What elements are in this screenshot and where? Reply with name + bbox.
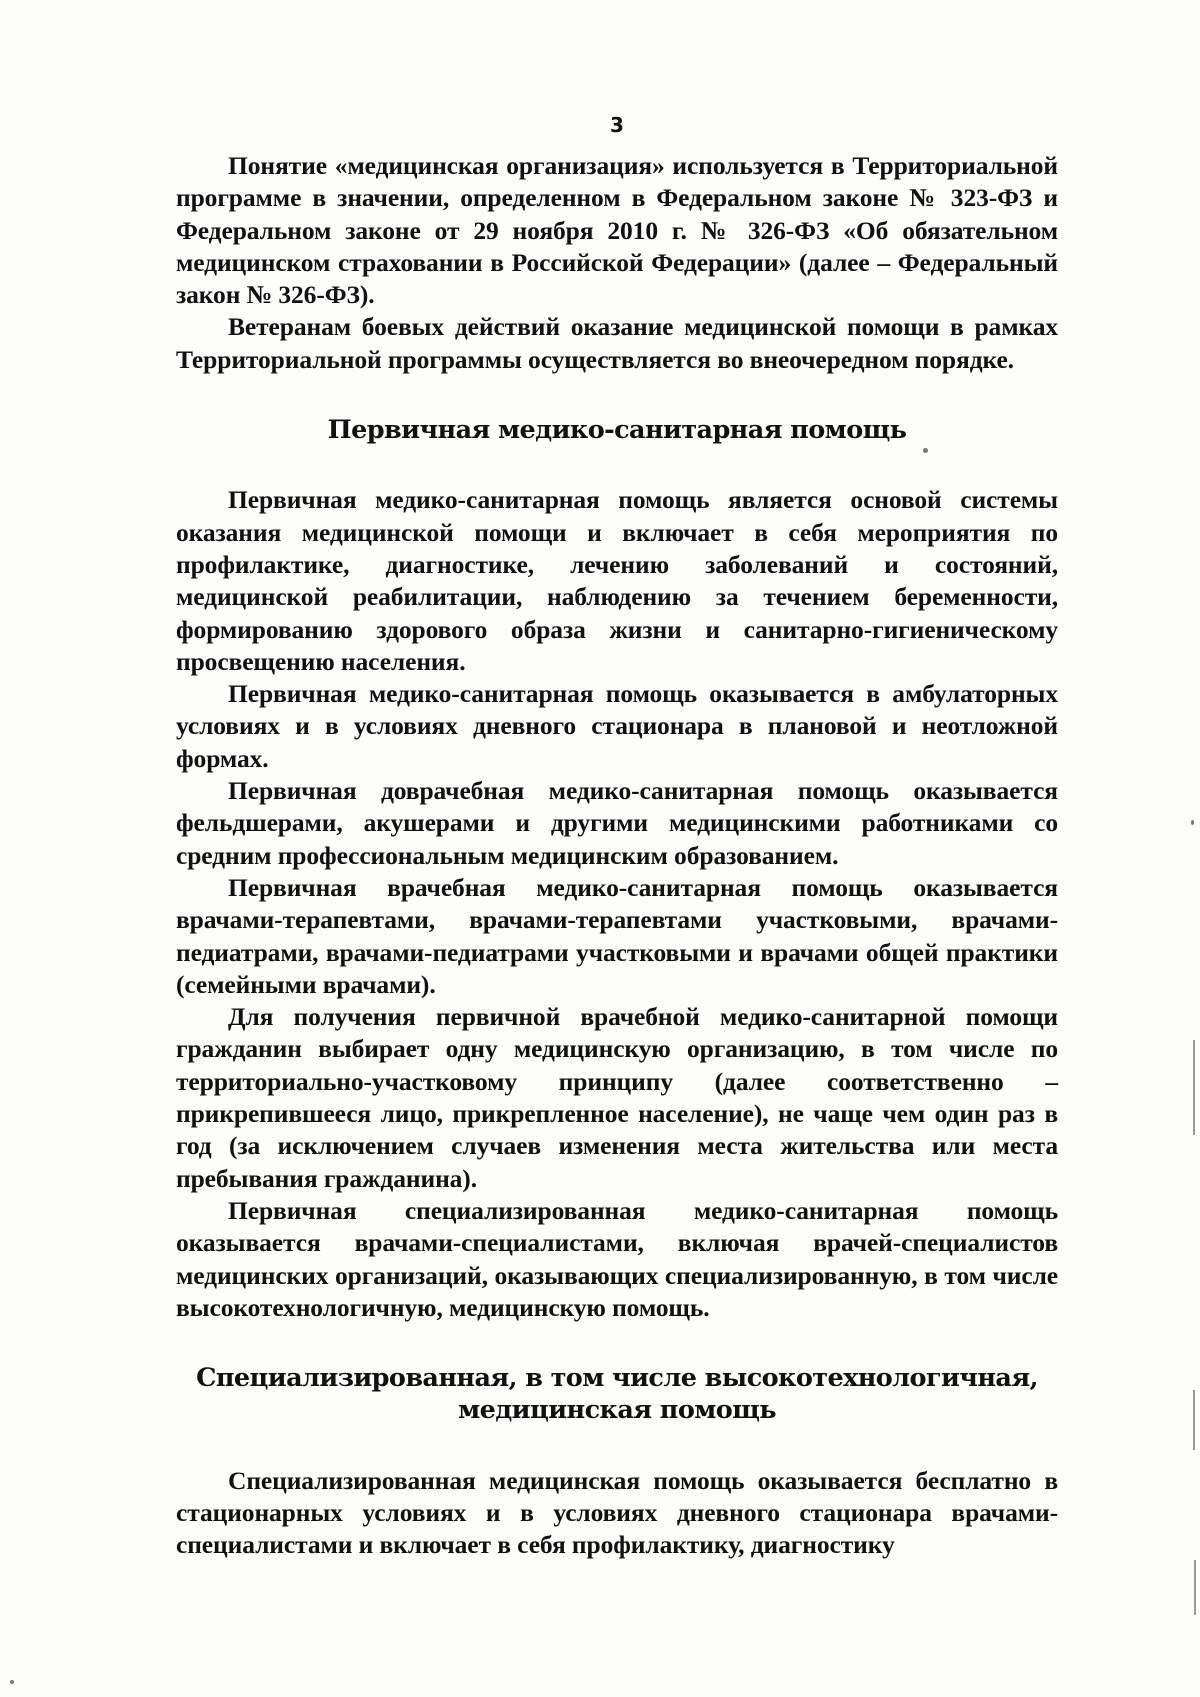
paragraph-choose-organization: Для получения первичной врачебной медико-санитарной помощи гражданин выбирает одну медицинскую организацию, в том числе по территориально-участковому принципу (далее соответственно – прикрепившееся лицо, прикрепленное население), не чаще чем один раз в год (за исключением случаев изменения места жительства или места пребывания гражданина). (176, 1002, 1058, 1193)
paragraph-veterans: Ветеранам боевых действий оказание медицинской помощи в рамках Территориальной программы осуществляется во внеочередном порядке. (176, 312, 1058, 374)
paragraph-doctor-care: Первичная врачебная медико-санитарная помощь оказывается врачами-терапевтами, врачами-терапевтами участковыми, врачами-педиатрами, врачами-педиатрами участковыми и врачами общей практики (семейными врачами). (176, 872, 1058, 999)
scan-speck (923, 448, 928, 453)
paragraph-primary-care-conditions: Первичная медико-санитарная помощь оказывается в амбулаторных условиях и в условиях дневного стационара в плановой и неотложной формах. (176, 679, 1058, 773)
section-heading-specialized-care (176, 1362, 1058, 1427)
paragraph-pre-doctor-care: Первичная доврачебная медико-санитарная помощь оказывается фельдшерами, акушерами и другими медицинскими работниками со средним профессиональным медицинским образованием. (176, 776, 1058, 870)
page-number: 3 (610, 113, 624, 137)
paragraph-medical-organization: Понятие «медицинская организация» используется в Территориальной программе в значении, определенном в Федеральном законе № 323-ФЗ и Федеральном законе от 29 ноября 2010 г. № 326-ФЗ «Об обязательном медицинском страховании в Российской Федерации» (далее – Федеральный закон № 326-ФЗ). (176, 151, 1058, 310)
spacer (176, 1324, 1058, 1362)
scan-speck (1191, 820, 1194, 825)
section-heading-line-1: Специализированная, в том числе высокотехнологичная, (196, 1363, 1038, 1394)
spacer (176, 376, 1058, 414)
scan-edge-mark (1193, 1390, 1195, 1450)
paragraph-specialized-care-free: Специализированная медицинская помощь оказывается бесплатно в стационарных условиях и в условиях дневного стационара врачами-специалистами и включает в себя профилактику, диагностику (176, 1465, 1058, 1560)
scan-speck (10, 1680, 14, 1684)
paragraph-specialized-primary-care: Первичная специализированная медико-санитарная помощь оказывается врачами-специалистами, включая врачей-специалистов медицинских организаций, оказывающих специализированную, в том числе высокотехнологичную, медицинскую помощь. (176, 1195, 1058, 1322)
scan-edge-mark (1193, 1040, 1195, 1135)
document-body (176, 150, 1058, 1562)
scan-edge-mark (1194, 1560, 1196, 1615)
paragraph-primary-care-basis: Первичная медико-санитарная помощь является основой системы оказания медицинской помощи и включает в себя мероприятия по профилактике, диагностике, лечению заболеваний и состояний, медицинской реабилитации, наблюдению за течением беременности, формированию здорового образа жизни и санитарно-гигиеническому просвещению населения. (176, 485, 1058, 676)
spacer (176, 1427, 1058, 1465)
section-heading-primary-care: Первичная медико-санитарная помощь (327, 415, 907, 446)
section-heading-line-2: медицинская помощь (458, 1395, 776, 1426)
